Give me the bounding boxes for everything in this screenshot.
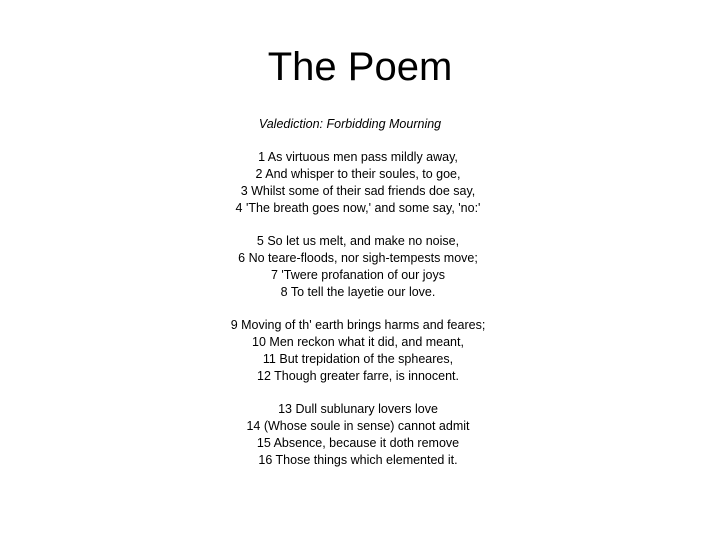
poem-line: 7 'Twere profanation of our joys	[270, 268, 445, 282]
stanza-2	[0, 233, 716, 301]
stanza-4	[0, 401, 716, 469]
poem-line: 1 As virtuous men pass mildly away,	[258, 150, 458, 164]
slide-title: The Poem	[267, 45, 453, 89]
poem-line: 10 Men reckon what it did, and meant,	[252, 335, 464, 349]
poem-line: 12 Though greater farre, is innocent.	[257, 369, 459, 383]
poem-line: 6 No teare-floods, nor sigh-tempests move;	[238, 251, 478, 265]
poem-line: 13 Dull sublunary lovers love	[278, 402, 438, 416]
poem-line: 14 (Whose soule in sense) cannot admit	[246, 419, 470, 433]
stanza-1	[0, 149, 716, 217]
stanza-3	[0, 317, 716, 385]
poem-line: 2 And whisper to their soules, to goe,	[255, 167, 461, 181]
poem-line: 16 Those things which elemented it.	[258, 453, 458, 467]
poem-line: 3 Whilst some of their sad friends doe say,	[240, 184, 476, 198]
poem-subtitle: Valediction: Forbidding Mourning	[258, 117, 442, 131]
poem-line: 8 To tell the layetie our love.	[280, 285, 436, 299]
poem-line: 15 Absence, because it doth remove	[256, 436, 460, 450]
poem-line: 11 But trepidation of the spheares,	[262, 352, 454, 366]
poem-line: 4 'The breath goes now,' and some say, 'no:'	[235, 201, 481, 215]
poem-line: 5 So let us melt, and make no noise,	[256, 234, 460, 248]
poem-line: 9 Moving of th' earth brings harms and feares;	[230, 318, 486, 332]
